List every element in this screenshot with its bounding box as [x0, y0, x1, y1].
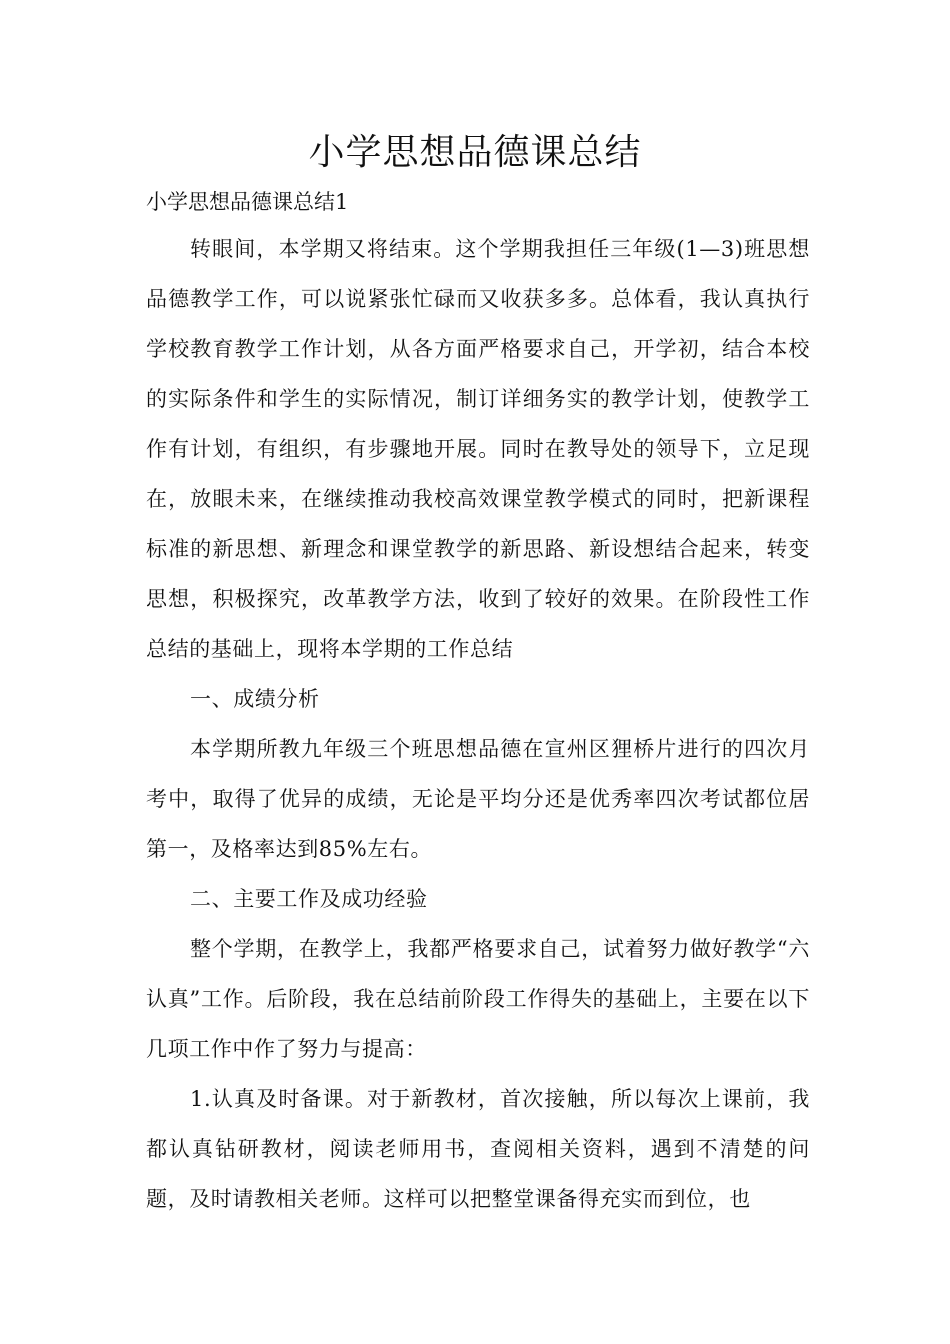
heading-results-analysis: 一、成绩分析	[190, 687, 320, 711]
section-subtitle: 小学思想品德课总结1	[146, 190, 349, 214]
paragraph-results: 本学期所教九年级三个班思想品德在宣州区狸桥片进行的四次月考中，取得了优异的成绩，无论是平均分还是优秀率四次考试都位居第一，及格率达到85%左右。	[146, 737, 810, 861]
paragraph-lesson-prep: 1.认真及时备课。对于新教材，首次接触，所以每次上课前，我都认真钻研教材，阅读老师用书，查阅相关资料，遇到不清楚的问题，及时请教相关老师。这样可以把整堂课备得充实而到位，也	[146, 1087, 810, 1211]
heading-main-work: 二、主要工作及成功经验	[190, 887, 428, 911]
document-body	[146, 180, 810, 1224]
paragraph-intro: 转眼间，本学期又将结束。这个学期我担任三年级(1—3)班思想品德教学工作，可以说紧张忙碌而又收获多多。总体看，我认真执行学校教育教学工作计划，从各方面严格要求自己，开学初，结合本校的实际条件和学生的实际情况，制订详细务实的教学计划，使教学工作有计划，有组织，有步骤地开展。同时在教导处的领导下，立足现在，放眼未来，在继续推动我校高效课堂教学模式的同时，把新课程标准的新思想、新理念和课堂教学的新思路、新设想结合起来，转变思想，积极探究，改革教学方法，收到了较好的效果。在阶段性工作总结的基础上，现将本学期的工作总结	[146, 237, 810, 661]
paragraph-main-work: 整个学期，在教学上，我都严格要求自己，试着努力做好教学“六认真”工作。后阶段，我在总结前阶段工作得失的基础上，主要在以下几项工作中作了努力与提高：	[146, 937, 810, 1061]
document-title: 小学思想品德课总结	[308, 132, 642, 173]
